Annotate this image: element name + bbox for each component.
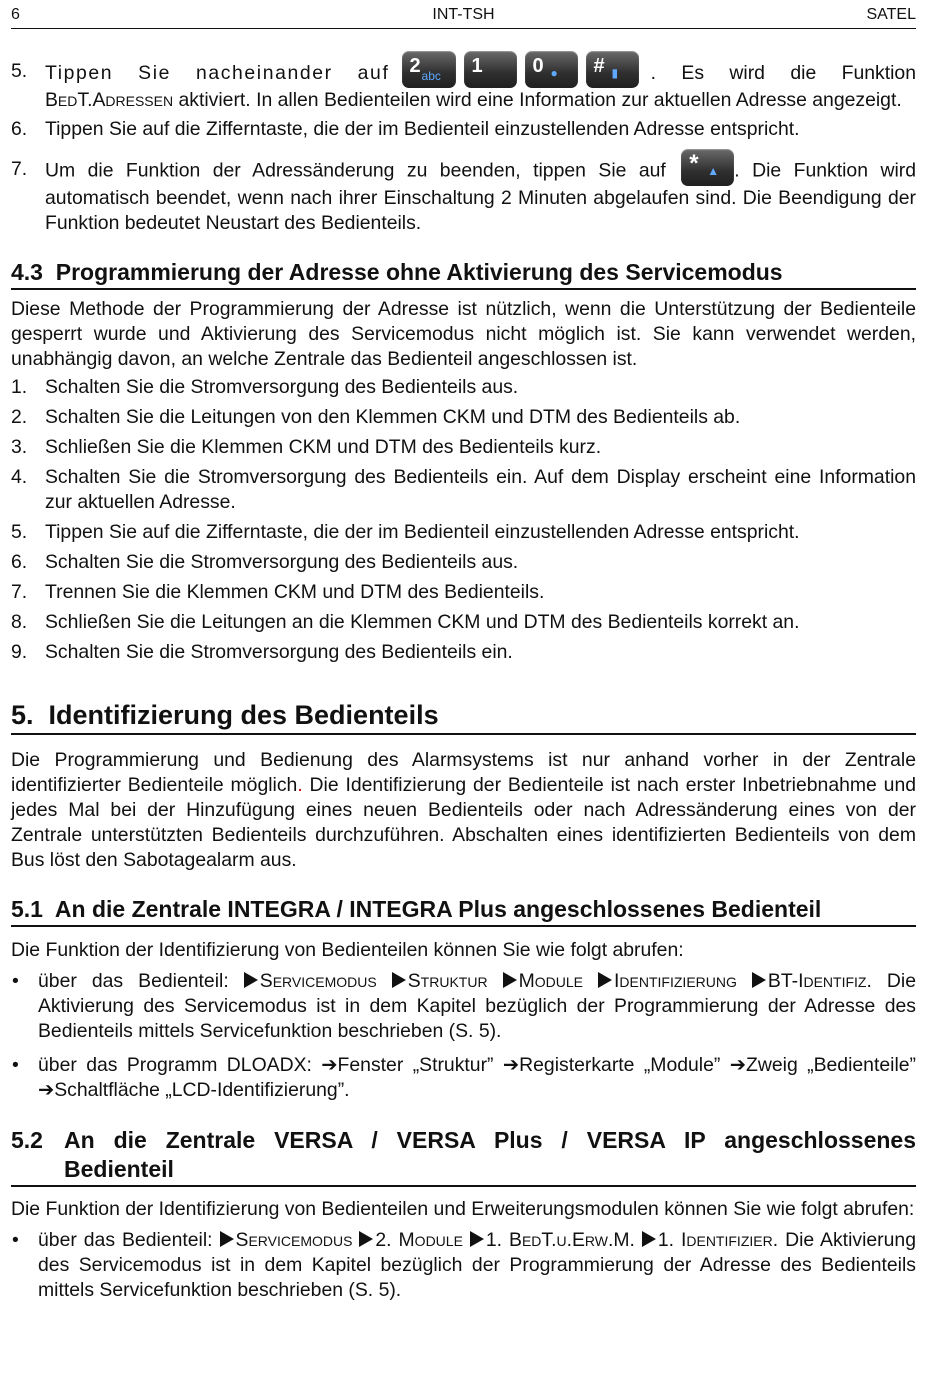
triangle-right-icon [359, 1231, 373, 1247]
list-item: 4. Schalten Sie die Stromversorgung des Bedienteils ein. Auf dem Display erscheint eine Information zur aktuellen Adresse. [11, 466, 916, 513]
backlight-icon: ▮ [611, 66, 619, 80]
address-change-steps [11, 55, 917, 236]
key-1: 1 [464, 51, 517, 88]
chapter-heading-5: 5. Identifizierung des Bedienteils [11, 698, 916, 735]
info-icon: ● [550, 66, 558, 80]
section-heading-4-3: 4.3 Programmierung der Adresse ohne Aktivierung des Servicemodus [11, 258, 916, 290]
section-4-3-intro: Diese Methode der Programmierung der Adresse ist nützlich, wenn die Unterstützung der Bedienteile gesperrt wurde und Aktivierung des Servicemodus nicht möglich ist. Sie kann verwendet werden, unabhängig davon, an welche Zentrale das Bedienteil angeschlossen ist. [11, 298, 916, 370]
key-hash: # ▮ [586, 51, 639, 88]
list-item: 2. Schalten Sie die Leitungen von den Klemmen CKM und DTM des Bedienteils ab. [11, 406, 741, 428]
key-0: 0 ● [525, 51, 578, 88]
key-2-abc: 2 abc [402, 51, 456, 88]
list-item: 8. Schließen Sie die Leitungen an die Klemmen CKM und DTM des Bedienteils korrekt an. [11, 611, 800, 633]
versa-identification-methods [11, 1228, 916, 1303]
list-item: 7. Um die Funktion der Adressänderung zu beenden, tippen Sie auf * ▲ . Die Funktion wird automatisch beendet, wenn nach ihrer Einschaltung 2 Minuten abgelaufen sind. Die Beendigung der Funktion bedeutet Neustart des Bedienteils. [11, 150, 917, 234]
triangle-right-icon [503, 972, 517, 988]
address-programming-steps [11, 375, 916, 665]
section-heading-5-1: 5.1 An die Zentrale INTEGRA / INTEGRA Plus angeschlossenes Bedienteil [11, 895, 916, 927]
triangle-right-icon [470, 1231, 484, 1247]
list-item: 5. Tippen Sie auf die Zifferntaste, die der im Bedienteil einzustellenden Adresse entspricht. [11, 521, 800, 543]
bullet: • [12, 1229, 19, 1251]
triangle-right-icon [752, 972, 766, 988]
list-item: • über das Programm DLOADX: ➔Fenster „Struktur” ➔Registerkarte „Module” ➔Zweig „Bedienteile” ➔Schaltfläche „LCD-Identifizierung”. [12, 1054, 916, 1101]
list-item: • über das Bedienteil: Servicemodus Struktur Module Identifizierung BT-Identifiz. Die Aktivierung des Servicemodus ist in dem Kapitel bezüglich der Programmierung der Adresse des Bedienteils mittels Servicefunktion beschrieben (S. 5). [12, 970, 916, 1042]
manual-page [11, 0, 916, 1303]
section-heading-5-2: 5.2 An die Zentrale VERSA / VERSA Plus / VERSA IP angeschlossenes Bedienteil [11, 1126, 916, 1187]
triangle-right-icon [244, 972, 258, 988]
list-item: 9. Schalten Sie die Stromversorgung des Bedienteils ein. [11, 641, 513, 663]
triangle-right-icon [598, 972, 612, 988]
key-sequence [402, 55, 639, 88]
section-number: 5.2 [11, 1127, 43, 1153]
red-period: . [297, 774, 303, 796]
integra-identification-methods [11, 969, 916, 1103]
brand-name: SATEL [866, 6, 916, 23]
bullet: • [12, 1054, 19, 1076]
document-title: INT-TSH [432, 6, 495, 23]
list-item: 6. Schalten Sie die Stromversorgung des Bedienteils aus. [11, 551, 519, 573]
bullet: • [12, 970, 19, 992]
chapter-5-intro: Die Programmierung und Bedienung des Alarmsystems ist nur anhand vorher in der Zentrale identifizierter Bedienteile möglich. Die Identifizierung der Bedienteile ist nach erster Inbetriebnahme und jedes Mal bei der Hinzufügung eines neuen Bedienteils oder nach Adressänderung eines von der Zentrale unterstützten Bedienteils durchzuführen. Abschalten eines identifizierten Bedienteils von dem Bus löst den Sabotagealarm aus. [11, 749, 917, 871]
list-item: 1. Schalten Sie die Stromversorgung des Bedienteils aus. [11, 376, 519, 398]
triangle-right-icon [220, 1231, 234, 1247]
key-star: * ▲ [681, 149, 734, 186]
triangle-right-icon [642, 1231, 656, 1247]
triangle-right-icon [392, 972, 406, 988]
page-number: 6 [11, 6, 20, 23]
running-header [11, 0, 916, 29]
list-item: 5. Tippen Sie nacheinander auf 2 abc 1 0 ● # ▮ . Es wird die Funktion BedT.Adressen aktiviert. In allen Bedienteilen wird eine Information zur aktuellen Adresse angezeigt. [11, 59, 916, 113]
list-item: • über das Bedienteil: Servicemodus 2. Module 1. BedT.u.Erw.M. 1. Identifizier. Die Aktivierung des Servicemodus ist in dem Kapitel bezüglich der Programmierung der Adresse des Bedienteils mittels Servicefunktion beschrieben (S. 5). [12, 1229, 916, 1301]
list-item: 7. Trennen Sie die Klemmen CKM und DTM des Bedienteils. [11, 581, 545, 603]
fire-icon: ▲ [707, 164, 720, 178]
list-item: 6. Tippen Sie auf die Zifferntaste, die der im Bedienteil einzustellenden Adresse entspricht. [11, 118, 800, 140]
section-5-1-intro: Die Funktion der Identifizierung von Bedienteilen können Sie wie folgt abrufen: [11, 939, 684, 961]
list-item: 3. Schließen Sie die Klemmen CKM und DTM des Bedienteils kurz. [11, 436, 602, 458]
section-5-2-intro: Die Funktion der Identifizierung von Bedienteilen und Erweiterungsmodulen können Sie wie folgt abrufen: [11, 1198, 915, 1220]
